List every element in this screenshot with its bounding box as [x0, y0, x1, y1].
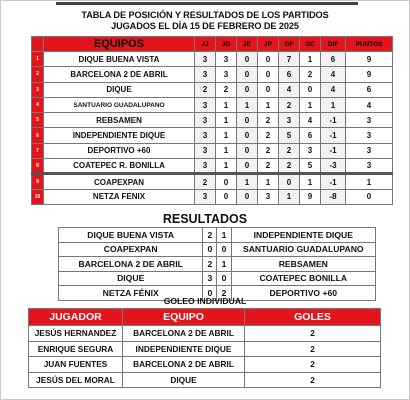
pos-header — [32, 37, 44, 52]
stat-cell: 1 — [279, 189, 300, 204]
player-goals: 2 — [245, 372, 381, 388]
home-score: 3 — [203, 271, 217, 286]
stat-cell: -1 — [321, 143, 346, 158]
stat-cell: 0 — [237, 52, 258, 67]
col-header-goles: GOLES — [245, 309, 381, 326]
away-team: REBSAMEN — [231, 257, 375, 272]
stat-cell: 3 — [346, 128, 393, 143]
stat-cell: 1 — [258, 174, 279, 189]
col-header-jj: JJ — [195, 37, 216, 52]
stat-cell: 3 — [279, 113, 300, 128]
away-score: 0 — [217, 242, 231, 257]
col-header-equipo: EQUIPO — [123, 309, 245, 326]
team-name: INDEPENDIENTE DIQUE — [44, 128, 195, 143]
stat-cell: 3 — [195, 143, 216, 158]
player-team: DIQUE — [123, 372, 245, 388]
title-line-1: TABLA DE POSICIÓN Y RESULTADOS DE LOS PARTIDOS — [81, 10, 329, 20]
scorer-row — [29, 341, 381, 357]
standings-row — [32, 97, 393, 112]
col-header-jg: JG — [216, 37, 237, 52]
standings-row — [32, 67, 393, 82]
col-header-equipos: EQUIPOS — [44, 37, 195, 52]
stat-cell: 0 — [216, 174, 237, 189]
standings-table — [31, 36, 393, 205]
col-header-puntos: PUNTOS — [346, 37, 393, 52]
away-team: INDEPENDIENTE DIQUE — [231, 228, 375, 243]
stat-cell: 3 — [258, 189, 279, 204]
stat-cell: 0 — [300, 82, 321, 97]
stat-cell: 2 — [195, 174, 216, 189]
stat-cell: 0 — [346, 189, 393, 204]
stat-cell: 1 — [258, 97, 279, 112]
position-number: 3 — [32, 82, 44, 97]
stat-cell: 1 — [300, 97, 321, 112]
position-number: 2 — [32, 67, 44, 82]
player-name: JESÚS HERNANDEZ — [29, 326, 123, 342]
col-header-gc: GC — [300, 37, 321, 52]
col-header-jugador: JUGADOR — [29, 309, 123, 326]
scorers-title: GOLEO INDIVIDUAL — [163, 296, 247, 306]
stat-cell: 1 — [216, 159, 237, 174]
home-score: 2 — [203, 257, 217, 272]
stat-cell: 2 — [258, 159, 279, 174]
stat-cell: 3 — [195, 67, 216, 82]
home-team: BARCELONA 2 DE ABRIL — [59, 257, 203, 272]
results-table — [58, 227, 376, 301]
team-name: SANTUARIO GUADALUPANO — [44, 97, 195, 112]
stat-cell: 3 — [195, 159, 216, 174]
stat-cell: 0 — [237, 82, 258, 97]
stat-cell: 4 — [321, 67, 346, 82]
scorer-row — [29, 357, 381, 373]
away-team: DEPORTIVO +60 — [231, 286, 375, 301]
stat-cell: 3 — [216, 67, 237, 82]
stat-cell: 4 — [300, 113, 321, 128]
match-row — [59, 228, 376, 243]
position-number: 7 — [32, 143, 44, 158]
position-number: 1 — [32, 52, 44, 67]
stat-cell: -8 — [321, 189, 346, 204]
stat-cell: 0 — [258, 67, 279, 82]
team-name: DIQUE BUENA VISTA — [44, 52, 195, 67]
stat-cell: 3 — [346, 159, 393, 174]
standings-row — [32, 143, 393, 158]
stat-cell: 9 — [346, 67, 393, 82]
stat-cell: -1 — [321, 174, 346, 189]
stat-cell: 2 — [279, 97, 300, 112]
player-name: JUAN FUENTES — [29, 357, 123, 373]
player-team: INDEPENDIENTE DIQUE — [123, 341, 245, 357]
team-name: COATEPEC R. BONILLA — [44, 159, 195, 174]
player-team: BARCELONA 2 DE ABRIL — [123, 326, 245, 342]
stat-cell: 7 — [279, 52, 300, 67]
match-row — [59, 271, 376, 286]
match-row — [59, 242, 376, 257]
away-score: 2 — [217, 286, 231, 301]
away-score: 0 — [217, 271, 231, 286]
home-team: DIQUE BUENA VISTA — [59, 228, 203, 243]
team-name: COAPEXPAN — [44, 174, 195, 189]
stat-cell: 3 — [195, 97, 216, 112]
stat-cell: 5 — [279, 128, 300, 143]
stat-cell: 0 — [237, 128, 258, 143]
team-name: DEPORTIVO +60 — [44, 143, 195, 158]
stat-cell: 2 — [300, 67, 321, 82]
stat-cell: 4 — [346, 97, 393, 112]
home-team: COAPEXPAN — [59, 242, 203, 257]
scorer-row — [29, 372, 381, 388]
standings-header-row — [32, 37, 393, 52]
stat-cell: 5 — [300, 159, 321, 174]
stat-cell: 2 — [258, 128, 279, 143]
stat-cell: -1 — [321, 128, 346, 143]
stat-cell: 2 — [258, 143, 279, 158]
stat-cell: 3 — [195, 52, 216, 67]
team-name: DIQUE — [44, 82, 195, 97]
stat-cell: 1 — [321, 97, 346, 112]
stat-cell: 9 — [300, 189, 321, 204]
stat-cell: 0 — [258, 52, 279, 67]
stat-cell: 4 — [321, 82, 346, 97]
player-goals: 2 — [245, 326, 381, 342]
stat-cell: 3 — [216, 52, 237, 67]
stat-cell: 0 — [237, 67, 258, 82]
home-score: 2 — [203, 228, 217, 243]
stat-cell: 6 — [300, 128, 321, 143]
standings-row — [32, 159, 393, 174]
stat-cell: 0 — [279, 174, 300, 189]
home-team: NETZA FÉNIX — [59, 286, 203, 301]
stat-cell: 1 — [216, 97, 237, 112]
team-name: BARCELONA 2 DE ABRIL — [44, 67, 195, 82]
stat-cell: 4 — [279, 82, 300, 97]
stat-cell: 3 — [195, 113, 216, 128]
stat-cell: 3 — [195, 189, 216, 204]
stat-cell: 0 — [237, 143, 258, 158]
position-number: 5 — [32, 113, 44, 128]
home-score: 0 — [203, 286, 217, 301]
stat-cell: 6 — [346, 82, 393, 97]
away-score: 1 — [217, 228, 231, 243]
player-team: BARCELONA 2 DE ABRIL — [123, 357, 245, 373]
stat-cell: 0 — [258, 82, 279, 97]
stat-cell: 6 — [321, 52, 346, 67]
position-number: 6 — [32, 128, 44, 143]
team-name: NETZA FENIX — [44, 189, 195, 204]
stat-cell: 2 — [195, 82, 216, 97]
standings-row — [32, 189, 393, 204]
standings-row — [32, 52, 393, 67]
stat-cell: 2 — [279, 159, 300, 174]
stat-cell: 0 — [216, 189, 237, 204]
player-goals: 2 — [245, 357, 381, 373]
standings-row — [32, 82, 393, 97]
position-number: 8 — [32, 159, 44, 174]
stat-cell: 0 — [237, 113, 258, 128]
title-line-2: JUGADOS EL DÍA 15 DE FEBRERO DE 2025 — [111, 21, 299, 31]
stat-cell: 0 — [237, 189, 258, 204]
standings-row — [32, 128, 393, 143]
stat-cell: 1 — [346, 174, 393, 189]
stat-cell: 9 — [346, 52, 393, 67]
scorers-table — [28, 308, 381, 388]
stat-cell: 1 — [237, 174, 258, 189]
stat-cell: -1 — [321, 113, 346, 128]
player-goals: 2 — [245, 341, 381, 357]
stat-cell: 1 — [300, 174, 321, 189]
col-header-je: JE — [237, 37, 258, 52]
team-name: REBSAMEN — [44, 113, 195, 128]
position-number: 4 — [32, 97, 44, 112]
stat-cell: 2 — [279, 143, 300, 158]
stat-cell: 1 — [237, 97, 258, 112]
position-number: 10 — [32, 189, 44, 204]
scorers-header-row — [29, 309, 381, 326]
stat-cell: 3 — [346, 143, 393, 158]
match-row — [59, 257, 376, 272]
stat-cell: 3 — [195, 128, 216, 143]
standings-row — [32, 174, 393, 189]
away-team: SANTUARIO GUADALUPANO — [231, 242, 375, 257]
position-number: 9 — [32, 174, 44, 189]
stat-cell: 2 — [258, 113, 279, 128]
home-team: DIQUE — [59, 271, 203, 286]
top-divider — [56, 2, 358, 5]
stat-cell: 2 — [216, 82, 237, 97]
stat-cell: 6 — [279, 67, 300, 82]
stat-cell: -3 — [321, 159, 346, 174]
stat-cell: 3 — [346, 113, 393, 128]
away-team: COATEPEC BONILLA — [231, 271, 375, 286]
col-header-dif: DIF — [321, 37, 346, 52]
player-name: ENRIQUE SEGURA — [29, 341, 123, 357]
home-score: 0 — [203, 242, 217, 257]
player-name: JESÚS DEL MORAL — [29, 372, 123, 388]
away-score: 1 — [217, 257, 231, 272]
scorer-row — [29, 326, 381, 342]
stat-cell: 3 — [300, 143, 321, 158]
results-title: RESULTADOS — [162, 212, 248, 226]
stat-cell: 1 — [216, 143, 237, 158]
stat-cell: 1 — [216, 128, 237, 143]
stat-cell: 1 — [300, 52, 321, 67]
stat-cell: 1 — [216, 113, 237, 128]
col-header-jp: JP — [258, 37, 279, 52]
stat-cell: 0 — [237, 159, 258, 174]
col-header-gf: GF — [279, 37, 300, 52]
standings-row — [32, 113, 393, 128]
